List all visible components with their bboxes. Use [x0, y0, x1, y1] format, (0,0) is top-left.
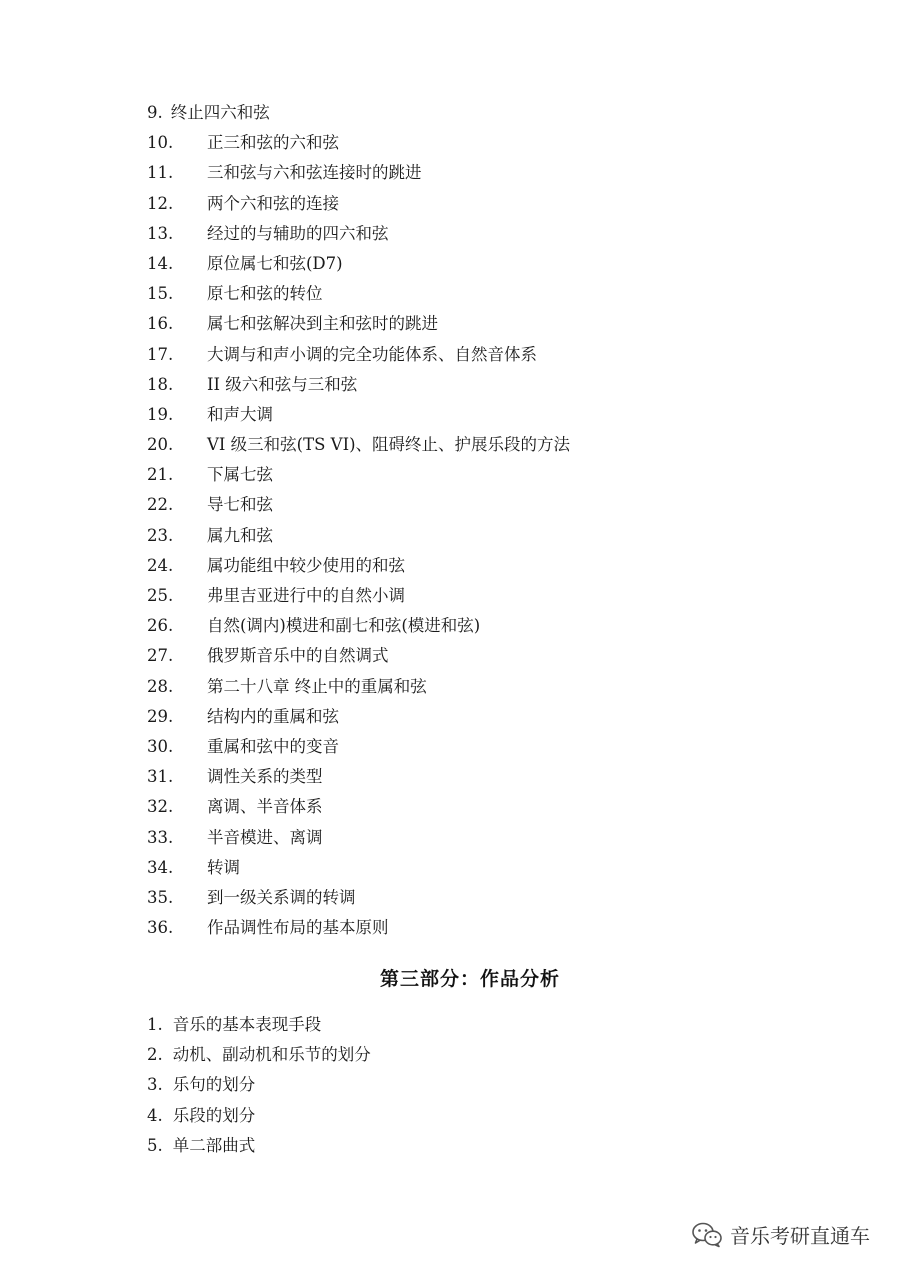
item-text: 乐句的划分 [172, 1075, 256, 1095]
item-number: 5. [147, 1135, 163, 1155]
item-text: VI 级三和弦(TS VI)、阻碍终止、护展乐段的方法 [207, 435, 571, 455]
list-item [147, 672, 570, 702]
list-item [147, 732, 570, 762]
list-item [147, 309, 570, 339]
list-item [147, 430, 570, 460]
list-item [147, 521, 570, 551]
item-text: 和声大调 [207, 404, 273, 424]
item-number: 33. [147, 827, 174, 847]
item-text: 半音模进、离调 [207, 827, 323, 847]
list-item [147, 853, 570, 883]
list-item [147, 641, 570, 671]
analysis-topic-list [147, 1010, 371, 1161]
item-text: 重属和弦中的变音 [207, 736, 339, 756]
list-item [147, 279, 570, 309]
item-number: 13. [147, 223, 174, 243]
item-number: 4. [147, 1105, 163, 1125]
item-text: 属九和弦 [207, 525, 273, 545]
item-number: 1. [147, 1015, 163, 1034]
item-text: 结构内的重属和弦 [207, 706, 339, 726]
item-number: 15. [147, 284, 174, 304]
section-heading: 第三部分：作品分析 [379, 968, 560, 990]
list-item [147, 460, 570, 490]
item-number: 30. [147, 736, 174, 756]
list-item [147, 1010, 371, 1040]
list-item [147, 1131, 371, 1161]
item-number: 32. [147, 797, 174, 817]
watermark-text: 音乐考研直通车 [730, 1224, 870, 1248]
item-text: 三和弦与六和弦连接时的跳进 [207, 163, 422, 183]
list-item [147, 1101, 371, 1131]
item-number: 34. [147, 857, 174, 877]
list-item [147, 1070, 371, 1100]
list-item [147, 249, 570, 279]
item-number: 10. [147, 133, 174, 153]
item-number: 21. [147, 465, 174, 485]
item-text: 转调 [207, 857, 240, 877]
item-text: 第二十八章 终止中的重属和弦 [207, 676, 427, 696]
item-number: 20. [147, 435, 174, 455]
item-text: 到一级关系调的转调 [207, 887, 356, 907]
list-item [147, 400, 570, 430]
item-text: 俄罗斯音乐中的自然调式 [207, 646, 389, 666]
item-number: 25. [147, 586, 174, 605]
item-number: 11. [147, 163, 174, 183]
item-text: 大调与和声小调的完全功能体系、自然音体系 [207, 344, 537, 364]
item-text: 单二部曲式 [172, 1135, 256, 1155]
item-number: 19. [147, 404, 174, 424]
item-number: 31. [147, 767, 174, 787]
list-item [147, 1040, 371, 1070]
item-text: 作品调性布局的基本原则 [207, 918, 389, 938]
item-text: 动机、副动机和乐节的划分 [172, 1045, 371, 1065]
list-item [147, 913, 570, 943]
list-item [147, 98, 570, 128]
item-text: 离调、半音体系 [207, 797, 323, 817]
item-text: 乐段的划分 [172, 1105, 256, 1125]
list-item [147, 340, 570, 370]
list-item [147, 551, 570, 581]
item-number: 23. [147, 525, 174, 545]
list-item [147, 702, 570, 732]
item-number: 24. [147, 555, 174, 575]
item-text: II 级六和弦与三和弦 [207, 374, 358, 394]
item-text: 属七和弦解决到主和弦时的跳进 [207, 314, 438, 334]
item-number: 18. [147, 374, 174, 394]
item-text: 属功能组中较少使用的和弦 [207, 555, 405, 575]
wechat-icon [692, 1222, 722, 1248]
item-number: 35. [147, 887, 174, 907]
item-text: 导七和弦 [207, 495, 273, 515]
list-item [147, 823, 570, 853]
item-number: 26. [147, 616, 174, 636]
item-text: 原位属七和弦(D7) [207, 253, 343, 273]
item-number: 12. [147, 193, 174, 213]
item-number: 9. [147, 103, 163, 122]
watermark [692, 1220, 870, 1249]
item-text: 下属七弦 [207, 465, 273, 485]
list-item [147, 370, 570, 400]
item-text: 调性关系的类型 [207, 767, 323, 787]
list-item [147, 219, 570, 249]
item-text: 弗里吉亚进行中的自然小调 [207, 586, 405, 605]
list-item [147, 490, 570, 520]
list-item [147, 581, 570, 611]
item-text: 音乐的基本表现手段 [172, 1015, 322, 1034]
item-text: 正三和弦的六和弦 [207, 133, 339, 153]
list-item [147, 792, 570, 822]
item-text: 原七和弦的转位 [207, 284, 323, 304]
item-text: 经过的与辅助的四六和弦 [207, 223, 389, 243]
item-number: 14. [147, 253, 174, 273]
list-item [147, 883, 570, 913]
item-text: 两个六和弦的连接 [207, 193, 339, 213]
list-item [147, 611, 570, 641]
item-number: 36. [147, 918, 174, 938]
item-number: 2. [147, 1045, 163, 1065]
list-item [147, 158, 570, 188]
item-number: 29. [147, 706, 174, 726]
item-number: 17. [147, 344, 174, 364]
item-number: 3. [147, 1075, 163, 1095]
list-item [147, 762, 570, 792]
item-number: 22. [147, 495, 174, 515]
item-text: 自然(调内)模进和副七和弦(模进和弦) [207, 616, 481, 636]
item-number: 16. [147, 314, 174, 334]
list-item [147, 128, 570, 158]
item-number: 27. [147, 646, 174, 666]
item-text: 终止四六和弦 [170, 103, 270, 122]
harmony-chapter-list [147, 98, 570, 943]
item-number: 28. [147, 676, 174, 696]
list-item [147, 189, 570, 219]
